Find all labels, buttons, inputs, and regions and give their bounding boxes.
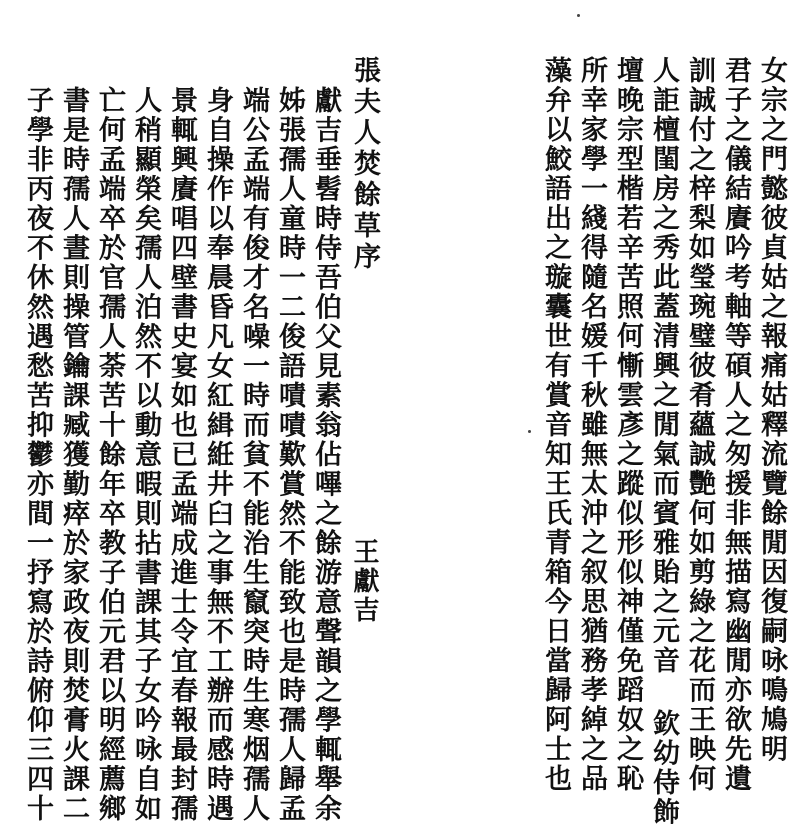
text-column: 人稍顯榮矣孺人泊然不以動意暇則拈書課其子女吟咏自如 — [130, 86, 161, 824]
text-column: 景輒興賡唱四壁書史宴如也已孟端成進士令宜春報最封孺 — [166, 86, 197, 824]
text-column: 子學非丙夜不休然遇愁苦抑鬱亦間一抒寫於詩俯仰三四十 — [22, 86, 53, 824]
scan-speck — [577, 14, 580, 17]
text-column: 所幸家學一綫得隨名媛千秋雖無太沖之叙思猶務孝綽之品 — [576, 56, 607, 794]
text-column: 書是時孺人晝則操管鑰課臧獲勤瘁於家政夜則焚膏火課二 — [58, 86, 89, 824]
text-column: 亡何孟端卒於官孺人荼苦十餘年卒教子伯元君以明經薦鄉 — [94, 86, 125, 824]
text-column: 壇晚宗型楷若辛苦照何慚雲彥之蹤似形似神僅免蹈奴之恥 — [612, 56, 643, 794]
text-column: 訓誠付之梓梨如瑩琬璧彼肴蘊誠艷何如剪綠之花而王映何 — [684, 56, 715, 794]
left-page — [0, 0, 400, 824]
text-column: 獻吉垂髫時侍吾伯父見素翁佔嗶之餘游意聲韻之學輒舉余 — [310, 86, 341, 824]
author-signature: 王獻吉 — [349, 538, 379, 625]
text-column: 藻弁以鮫語出之璇囊世有賞音知王氏青箱今日當歸阿士也 — [540, 56, 571, 794]
text-column: 人詎檀閨房之秀此蓋清興之閒氣而賓雅貽之元音 欽幼侍飾 — [648, 56, 679, 827]
text-column: 端公孟端有俊才名噪一時而貧不能治生竄突時生寒烟孺人 — [238, 86, 269, 824]
scan-speck — [528, 430, 531, 433]
text-column: 姊張孺人童時一二俊語嘖嘖歎賞然不能致也是時孺人歸孟 — [274, 86, 305, 824]
text-column: 身自操作以奉晨昏凡女紅緝絍井臼之事無不工辦而感時遇 — [202, 86, 233, 824]
right-page — [400, 0, 800, 827]
preface-title: 張夫人焚餘草序 — [349, 56, 380, 273]
text-column: 女宗之門懿彼貞姑之報痛姑釋流覽餘閒因復嗣咏鳴鳩明 — [756, 56, 787, 764]
text-column: 君子之儀結賡吟考軸等碩人之匆援非無描寫幽閒亦欲先遺 — [720, 56, 751, 794]
